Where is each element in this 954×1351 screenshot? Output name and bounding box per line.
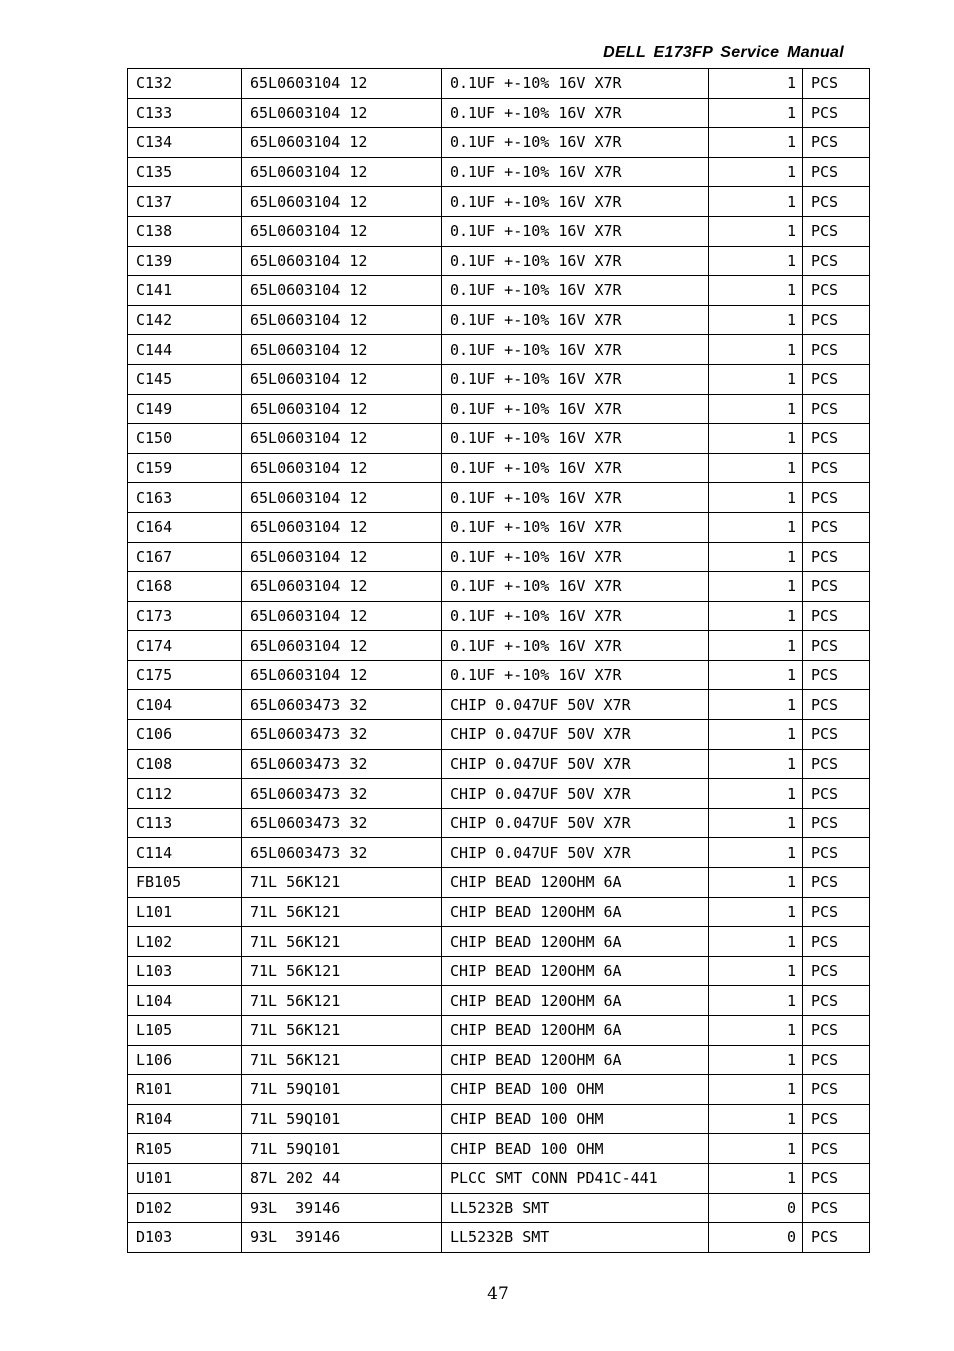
ref-designator-cell: C168 bbox=[128, 572, 242, 602]
table-row bbox=[128, 956, 870, 986]
part-number-cell: 65L0603473 32 bbox=[242, 838, 442, 868]
part-number-cell: 71L 56K121 bbox=[242, 897, 442, 927]
description-cell: CHIP BEAD 100 OHM bbox=[442, 1075, 709, 1105]
ref-designator-cell: C149 bbox=[128, 394, 242, 424]
table-row bbox=[128, 601, 870, 631]
part-number-cell: 65L0603104 12 bbox=[242, 335, 442, 365]
ref-designator-cell: C164 bbox=[128, 512, 242, 542]
description-cell: CHIP BEAD 120OHM 6A bbox=[442, 1045, 709, 1075]
unit-cell: PCS bbox=[803, 1045, 870, 1075]
unit-cell: PCS bbox=[803, 276, 870, 306]
ref-designator-cell: C137 bbox=[128, 187, 242, 217]
quantity-cell: 1 bbox=[709, 216, 803, 246]
quantity-cell: 0 bbox=[709, 1223, 803, 1253]
part-number-cell: 65L0603104 12 bbox=[242, 542, 442, 572]
unit-cell: PCS bbox=[803, 1134, 870, 1164]
table-row bbox=[128, 305, 870, 335]
description-cell: CHIP BEAD 100 OHM bbox=[442, 1104, 709, 1134]
ref-designator-cell: C108 bbox=[128, 749, 242, 779]
quantity-cell: 1 bbox=[709, 720, 803, 750]
ref-designator-cell: U101 bbox=[128, 1163, 242, 1193]
description-cell: CHIP BEAD 120OHM 6A bbox=[442, 956, 709, 986]
unit-cell: PCS bbox=[803, 335, 870, 365]
description-cell: PLCC SMT CONN PD41C-441 bbox=[442, 1163, 709, 1193]
part-number-cell: 71L 56K121 bbox=[242, 868, 442, 898]
description-cell: 0.1UF +-10% 16V X7R bbox=[442, 276, 709, 306]
quantity-cell: 1 bbox=[709, 128, 803, 158]
part-number-cell: 65L0603104 12 bbox=[242, 394, 442, 424]
table-row bbox=[128, 157, 870, 187]
quantity-cell: 1 bbox=[709, 927, 803, 957]
part-number-cell: 65L0603104 12 bbox=[242, 631, 442, 661]
ref-designator-cell: C138 bbox=[128, 216, 242, 246]
quantity-cell: 1 bbox=[709, 601, 803, 631]
part-number-cell: 65L0603104 12 bbox=[242, 660, 442, 690]
unit-cell: PCS bbox=[803, 394, 870, 424]
quantity-cell: 1 bbox=[709, 187, 803, 217]
table-row bbox=[128, 394, 870, 424]
unit-cell: PCS bbox=[803, 424, 870, 454]
quantity-cell: 1 bbox=[709, 364, 803, 394]
description-cell: CHIP 0.047UF 50V X7R bbox=[442, 808, 709, 838]
quantity-cell: 1 bbox=[709, 394, 803, 424]
table-row bbox=[128, 276, 870, 306]
unit-cell: PCS bbox=[803, 1075, 870, 1105]
unit-cell: PCS bbox=[803, 897, 870, 927]
table-row bbox=[128, 1134, 870, 1164]
ref-designator-cell: D102 bbox=[128, 1193, 242, 1223]
page-number: 47 bbox=[487, 1284, 509, 1304]
quantity-cell: 1 bbox=[709, 808, 803, 838]
part-number-cell: 65L0603104 12 bbox=[242, 424, 442, 454]
ref-designator-cell: C132 bbox=[128, 69, 242, 99]
unit-cell: PCS bbox=[803, 690, 870, 720]
unit-cell: PCS bbox=[803, 453, 870, 483]
description-cell: 0.1UF +-10% 16V X7R bbox=[442, 335, 709, 365]
description-cell: 0.1UF +-10% 16V X7R bbox=[442, 483, 709, 513]
table-row bbox=[128, 364, 870, 394]
part-number-cell: 71L 59Q101 bbox=[242, 1134, 442, 1164]
part-number-cell: 71L 59Q101 bbox=[242, 1104, 442, 1134]
description-cell: CHIP BEAD 120OHM 6A bbox=[442, 868, 709, 898]
quantity-cell: 1 bbox=[709, 69, 803, 99]
part-number-cell: 65L0603104 12 bbox=[242, 453, 442, 483]
description-cell: CHIP 0.047UF 50V X7R bbox=[442, 838, 709, 868]
ref-designator-cell: FB105 bbox=[128, 868, 242, 898]
description-cell: 0.1UF +-10% 16V X7R bbox=[442, 69, 709, 99]
ref-designator-cell: L106 bbox=[128, 1045, 242, 1075]
table-row bbox=[128, 128, 870, 158]
part-number-cell: 93L 39146 bbox=[242, 1223, 442, 1253]
unit-cell: PCS bbox=[803, 868, 870, 898]
part-number-cell: 87L 202 44 bbox=[242, 1163, 442, 1193]
unit-cell: PCS bbox=[803, 1016, 870, 1046]
description-cell: 0.1UF +-10% 16V X7R bbox=[442, 246, 709, 276]
table-row bbox=[128, 838, 870, 868]
ref-designator-cell: C145 bbox=[128, 364, 242, 394]
description-cell: 0.1UF +-10% 16V X7R bbox=[442, 364, 709, 394]
part-number-cell: 65L0603104 12 bbox=[242, 305, 442, 335]
description-cell: 0.1UF +-10% 16V X7R bbox=[442, 601, 709, 631]
table-row bbox=[128, 512, 870, 542]
table-row bbox=[128, 779, 870, 809]
table-row bbox=[128, 720, 870, 750]
ref-designator-cell: C144 bbox=[128, 335, 242, 365]
quantity-cell: 1 bbox=[709, 1016, 803, 1046]
description-cell: CHIP 0.047UF 50V X7R bbox=[442, 720, 709, 750]
quantity-cell: 1 bbox=[709, 276, 803, 306]
ref-designator-cell: L105 bbox=[128, 1016, 242, 1046]
ref-designator-cell: C104 bbox=[128, 690, 242, 720]
quantity-cell: 1 bbox=[709, 424, 803, 454]
quantity-cell: 1 bbox=[709, 690, 803, 720]
unit-cell: PCS bbox=[803, 838, 870, 868]
part-number-cell: 71L 56K121 bbox=[242, 956, 442, 986]
table-row bbox=[128, 246, 870, 276]
table-row bbox=[128, 631, 870, 661]
table-row bbox=[128, 424, 870, 454]
description-cell: CHIP BEAD 120OHM 6A bbox=[442, 927, 709, 957]
unit-cell: PCS bbox=[803, 364, 870, 394]
unit-cell: PCS bbox=[803, 1193, 870, 1223]
quantity-cell: 1 bbox=[709, 1163, 803, 1193]
description-cell: 0.1UF +-10% 16V X7R bbox=[442, 424, 709, 454]
description-cell: 0.1UF +-10% 16V X7R bbox=[442, 305, 709, 335]
description-cell: CHIP BEAD 120OHM 6A bbox=[442, 986, 709, 1016]
ref-designator-cell: C133 bbox=[128, 98, 242, 128]
ref-designator-cell: C163 bbox=[128, 483, 242, 513]
table-row bbox=[128, 98, 870, 128]
part-number-cell: 65L0603104 12 bbox=[242, 512, 442, 542]
quantity-cell: 1 bbox=[709, 335, 803, 365]
ref-designator-cell: C159 bbox=[128, 453, 242, 483]
parts-list-body bbox=[128, 69, 870, 1253]
unit-cell: PCS bbox=[803, 512, 870, 542]
ref-designator-cell: L101 bbox=[128, 897, 242, 927]
part-number-cell: 71L 59Q101 bbox=[242, 1075, 442, 1105]
description-cell: 0.1UF +-10% 16V X7R bbox=[442, 453, 709, 483]
table-row bbox=[128, 1016, 870, 1046]
unit-cell: PCS bbox=[803, 1163, 870, 1193]
quantity-cell: 1 bbox=[709, 246, 803, 276]
quantity-cell: 1 bbox=[709, 1045, 803, 1075]
part-number-cell: 65L0603104 12 bbox=[242, 187, 442, 217]
table-row bbox=[128, 483, 870, 513]
unit-cell: PCS bbox=[803, 216, 870, 246]
ref-designator-cell: C113 bbox=[128, 808, 242, 838]
quantity-cell: 1 bbox=[709, 1134, 803, 1164]
description-cell: CHIP 0.047UF 50V X7R bbox=[442, 749, 709, 779]
description-cell: 0.1UF +-10% 16V X7R bbox=[442, 98, 709, 128]
quantity-cell: 1 bbox=[709, 305, 803, 335]
part-number-cell: 65L0603473 32 bbox=[242, 720, 442, 750]
unit-cell: PCS bbox=[803, 1223, 870, 1253]
description-cell: CHIP BEAD 100 OHM bbox=[442, 1134, 709, 1164]
table-row bbox=[128, 868, 870, 898]
ref-designator-cell: C175 bbox=[128, 660, 242, 690]
unit-cell: PCS bbox=[803, 749, 870, 779]
ref-designator-cell: D103 bbox=[128, 1223, 242, 1253]
description-cell: 0.1UF +-10% 16V X7R bbox=[442, 660, 709, 690]
ref-designator-cell: L102 bbox=[128, 927, 242, 957]
quantity-cell: 0 bbox=[709, 1193, 803, 1223]
description-cell: CHIP 0.047UF 50V X7R bbox=[442, 779, 709, 809]
quantity-cell: 1 bbox=[709, 779, 803, 809]
parts-list-table bbox=[127, 68, 870, 1253]
quantity-cell: 1 bbox=[709, 631, 803, 661]
table-row bbox=[128, 1045, 870, 1075]
description-cell: 0.1UF +-10% 16V X7R bbox=[442, 394, 709, 424]
description-cell: 0.1UF +-10% 16V X7R bbox=[442, 512, 709, 542]
description-cell: LL5232B SMT bbox=[442, 1223, 709, 1253]
unit-cell: PCS bbox=[803, 720, 870, 750]
ref-designator-cell: C173 bbox=[128, 601, 242, 631]
description-cell: 0.1UF +-10% 16V X7R bbox=[442, 157, 709, 187]
part-number-cell: 65L0603104 12 bbox=[242, 364, 442, 394]
table-row bbox=[128, 1075, 870, 1105]
description-cell: 0.1UF +-10% 16V X7R bbox=[442, 187, 709, 217]
table-row bbox=[128, 660, 870, 690]
ref-designator-cell: C106 bbox=[128, 720, 242, 750]
part-number-cell: 65L0603104 12 bbox=[242, 246, 442, 276]
unit-cell: PCS bbox=[803, 956, 870, 986]
unit-cell: PCS bbox=[803, 483, 870, 513]
description-cell: CHIP 0.047UF 50V X7R bbox=[442, 690, 709, 720]
quantity-cell: 1 bbox=[709, 868, 803, 898]
part-number-cell: 65L0603473 32 bbox=[242, 808, 442, 838]
unit-cell: PCS bbox=[803, 305, 870, 335]
table-row bbox=[128, 572, 870, 602]
quantity-cell: 1 bbox=[709, 749, 803, 779]
ref-designator-cell: C114 bbox=[128, 838, 242, 868]
ref-designator-cell: C112 bbox=[128, 779, 242, 809]
quantity-cell: 1 bbox=[709, 453, 803, 483]
description-cell: LL5232B SMT bbox=[442, 1193, 709, 1223]
table-row bbox=[128, 542, 870, 572]
quantity-cell: 1 bbox=[709, 897, 803, 927]
description-cell: 0.1UF +-10% 16V X7R bbox=[442, 128, 709, 158]
ref-designator-cell: C141 bbox=[128, 276, 242, 306]
table-row bbox=[128, 1163, 870, 1193]
quantity-cell: 1 bbox=[709, 512, 803, 542]
table-row bbox=[128, 897, 870, 927]
quantity-cell: 1 bbox=[709, 1104, 803, 1134]
unit-cell: PCS bbox=[803, 128, 870, 158]
ref-designator-cell: R105 bbox=[128, 1134, 242, 1164]
part-number-cell: 65L0603104 12 bbox=[242, 483, 442, 513]
ref-designator-cell: C139 bbox=[128, 246, 242, 276]
unit-cell: PCS bbox=[803, 1104, 870, 1134]
ref-designator-cell: C134 bbox=[128, 128, 242, 158]
ref-designator-cell: C150 bbox=[128, 424, 242, 454]
table-row bbox=[128, 808, 870, 838]
quantity-cell: 1 bbox=[709, 838, 803, 868]
table-row bbox=[128, 986, 870, 1016]
description-cell: 0.1UF +-10% 16V X7R bbox=[442, 631, 709, 661]
part-number-cell: 65L0603104 12 bbox=[242, 157, 442, 187]
quantity-cell: 1 bbox=[709, 98, 803, 128]
part-number-cell: 65L0603104 12 bbox=[242, 128, 442, 158]
description-cell: 0.1UF +-10% 16V X7R bbox=[442, 572, 709, 602]
quantity-cell: 1 bbox=[709, 956, 803, 986]
part-number-cell: 65L0603104 12 bbox=[242, 69, 442, 99]
description-cell: 0.1UF +-10% 16V X7R bbox=[442, 216, 709, 246]
unit-cell: PCS bbox=[803, 69, 870, 99]
ref-designator-cell: C167 bbox=[128, 542, 242, 572]
description-cell: 0.1UF +-10% 16V X7R bbox=[442, 542, 709, 572]
ref-designator-cell: R101 bbox=[128, 1075, 242, 1105]
part-number-cell: 65L0603104 12 bbox=[242, 601, 442, 631]
quantity-cell: 1 bbox=[709, 157, 803, 187]
part-number-cell: 65L0603104 12 bbox=[242, 98, 442, 128]
ref-designator-cell: L104 bbox=[128, 986, 242, 1016]
unit-cell: PCS bbox=[803, 986, 870, 1016]
table-row bbox=[128, 1223, 870, 1253]
part-number-cell: 65L0603473 32 bbox=[242, 779, 442, 809]
part-number-cell: 65L0603473 32 bbox=[242, 749, 442, 779]
part-number-cell: 65L0603104 12 bbox=[242, 572, 442, 602]
ref-designator-cell: L103 bbox=[128, 956, 242, 986]
ref-designator-cell: C174 bbox=[128, 631, 242, 661]
ref-designator-cell: C135 bbox=[128, 157, 242, 187]
unit-cell: PCS bbox=[803, 660, 870, 690]
unit-cell: PCS bbox=[803, 187, 870, 217]
quantity-cell: 1 bbox=[709, 986, 803, 1016]
part-number-cell: 65L0603104 12 bbox=[242, 216, 442, 246]
table-row bbox=[128, 187, 870, 217]
part-number-cell: 71L 56K121 bbox=[242, 986, 442, 1016]
unit-cell: PCS bbox=[803, 927, 870, 957]
ref-designator-cell: R104 bbox=[128, 1104, 242, 1134]
part-number-cell: 93L 39146 bbox=[242, 1193, 442, 1223]
unit-cell: PCS bbox=[803, 601, 870, 631]
description-cell: CHIP BEAD 120OHM 6A bbox=[442, 897, 709, 927]
unit-cell: PCS bbox=[803, 542, 870, 572]
description-cell: CHIP BEAD 120OHM 6A bbox=[442, 1016, 709, 1046]
unit-cell: PCS bbox=[803, 808, 870, 838]
quantity-cell: 1 bbox=[709, 1075, 803, 1105]
quantity-cell: 1 bbox=[709, 542, 803, 572]
part-number-cell: 71L 56K121 bbox=[242, 927, 442, 957]
table-row bbox=[128, 1104, 870, 1134]
unit-cell: PCS bbox=[803, 98, 870, 128]
table-row bbox=[128, 927, 870, 957]
unit-cell: PCS bbox=[803, 246, 870, 276]
part-number-cell: 71L 56K121 bbox=[242, 1016, 442, 1046]
quantity-cell: 1 bbox=[709, 483, 803, 513]
table-row bbox=[128, 690, 870, 720]
part-number-cell: 65L0603473 32 bbox=[242, 690, 442, 720]
table-row bbox=[128, 453, 870, 483]
part-number-cell: 71L 56K121 bbox=[242, 1045, 442, 1075]
ref-designator-cell: C142 bbox=[128, 305, 242, 335]
unit-cell: PCS bbox=[803, 157, 870, 187]
document-header-title: DELL E173FP Service Manual bbox=[603, 44, 844, 61]
quantity-cell: 1 bbox=[709, 660, 803, 690]
table-row bbox=[128, 749, 870, 779]
unit-cell: PCS bbox=[803, 779, 870, 809]
quantity-cell: 1 bbox=[709, 572, 803, 602]
table-row bbox=[128, 1193, 870, 1223]
table-row bbox=[128, 69, 870, 99]
table-row bbox=[128, 335, 870, 365]
part-number-cell: 65L0603104 12 bbox=[242, 276, 442, 306]
unit-cell: PCS bbox=[803, 572, 870, 602]
unit-cell: PCS bbox=[803, 631, 870, 661]
table-row bbox=[128, 216, 870, 246]
